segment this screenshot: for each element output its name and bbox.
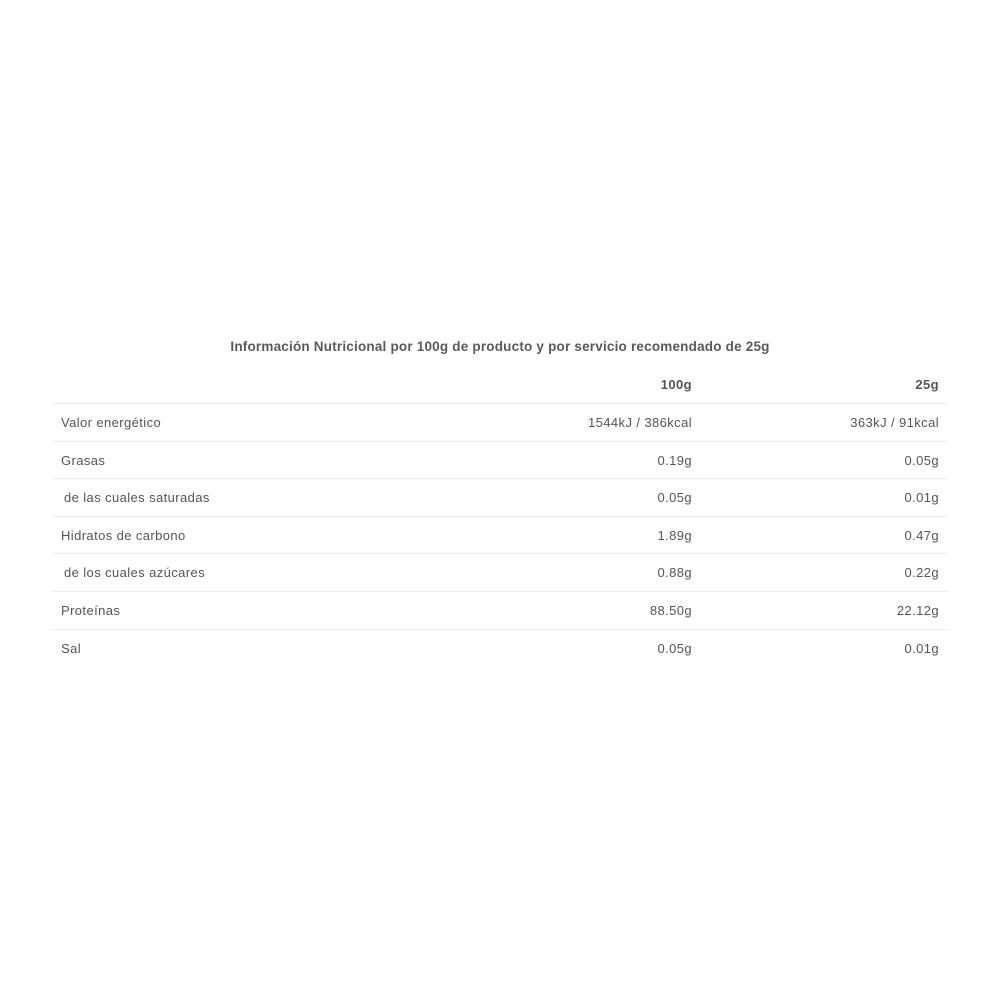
row-label: Valor energético bbox=[61, 415, 162, 430]
value-per-100g: 88.50g bbox=[649, 602, 692, 618]
value-per-25g: 0.22g bbox=[904, 565, 939, 581]
value-per-25g: 0.47g bbox=[904, 527, 939, 543]
row-label: de las cuales saturadas bbox=[64, 490, 210, 506]
column-header-100g: 100g bbox=[660, 377, 692, 392]
value-per-25g: 22.12g bbox=[896, 602, 939, 618]
column-header-25g: 25g bbox=[915, 377, 939, 392]
row-label: Proteínas bbox=[61, 602, 121, 618]
value-per-100g: 1.89g bbox=[657, 527, 692, 543]
row-label: Hidratos de carbono bbox=[61, 527, 186, 543]
value-per-100g: 0.88g bbox=[657, 565, 692, 581]
value-per-100g: 0.05g bbox=[657, 640, 692, 656]
table-header-row bbox=[52, 366, 948, 404]
table-row-energy bbox=[52, 404, 948, 442]
row-label: de los cuales azúcares bbox=[64, 565, 206, 581]
value-per-25g: 0.01g bbox=[904, 490, 939, 506]
value-per-100g: 1544kJ / 386kcal bbox=[588, 415, 692, 430]
nutrition-table bbox=[52, 366, 948, 667]
row-label: Sal bbox=[61, 640, 81, 656]
table-row-salt bbox=[52, 630, 948, 668]
table-row-fat bbox=[52, 442, 948, 480]
nutrition-table-caption: Información Nutricional por 100g de producto y por servicio recomendado de 25g bbox=[230, 339, 770, 354]
value-per-25g: 0.01g bbox=[904, 640, 939, 656]
value-per-25g: 0.05g bbox=[904, 452, 939, 468]
row-label: Grasas bbox=[61, 452, 106, 468]
table-row-protein bbox=[52, 592, 948, 630]
value-per-100g: 0.19g bbox=[657, 452, 692, 468]
table-row-carbohydrates bbox=[52, 517, 948, 555]
table-row-sugars bbox=[52, 554, 948, 592]
table-row-saturated-fat bbox=[52, 479, 948, 517]
value-per-25g: 363kJ / 91kcal bbox=[850, 415, 939, 430]
value-per-100g: 0.05g bbox=[657, 490, 692, 506]
